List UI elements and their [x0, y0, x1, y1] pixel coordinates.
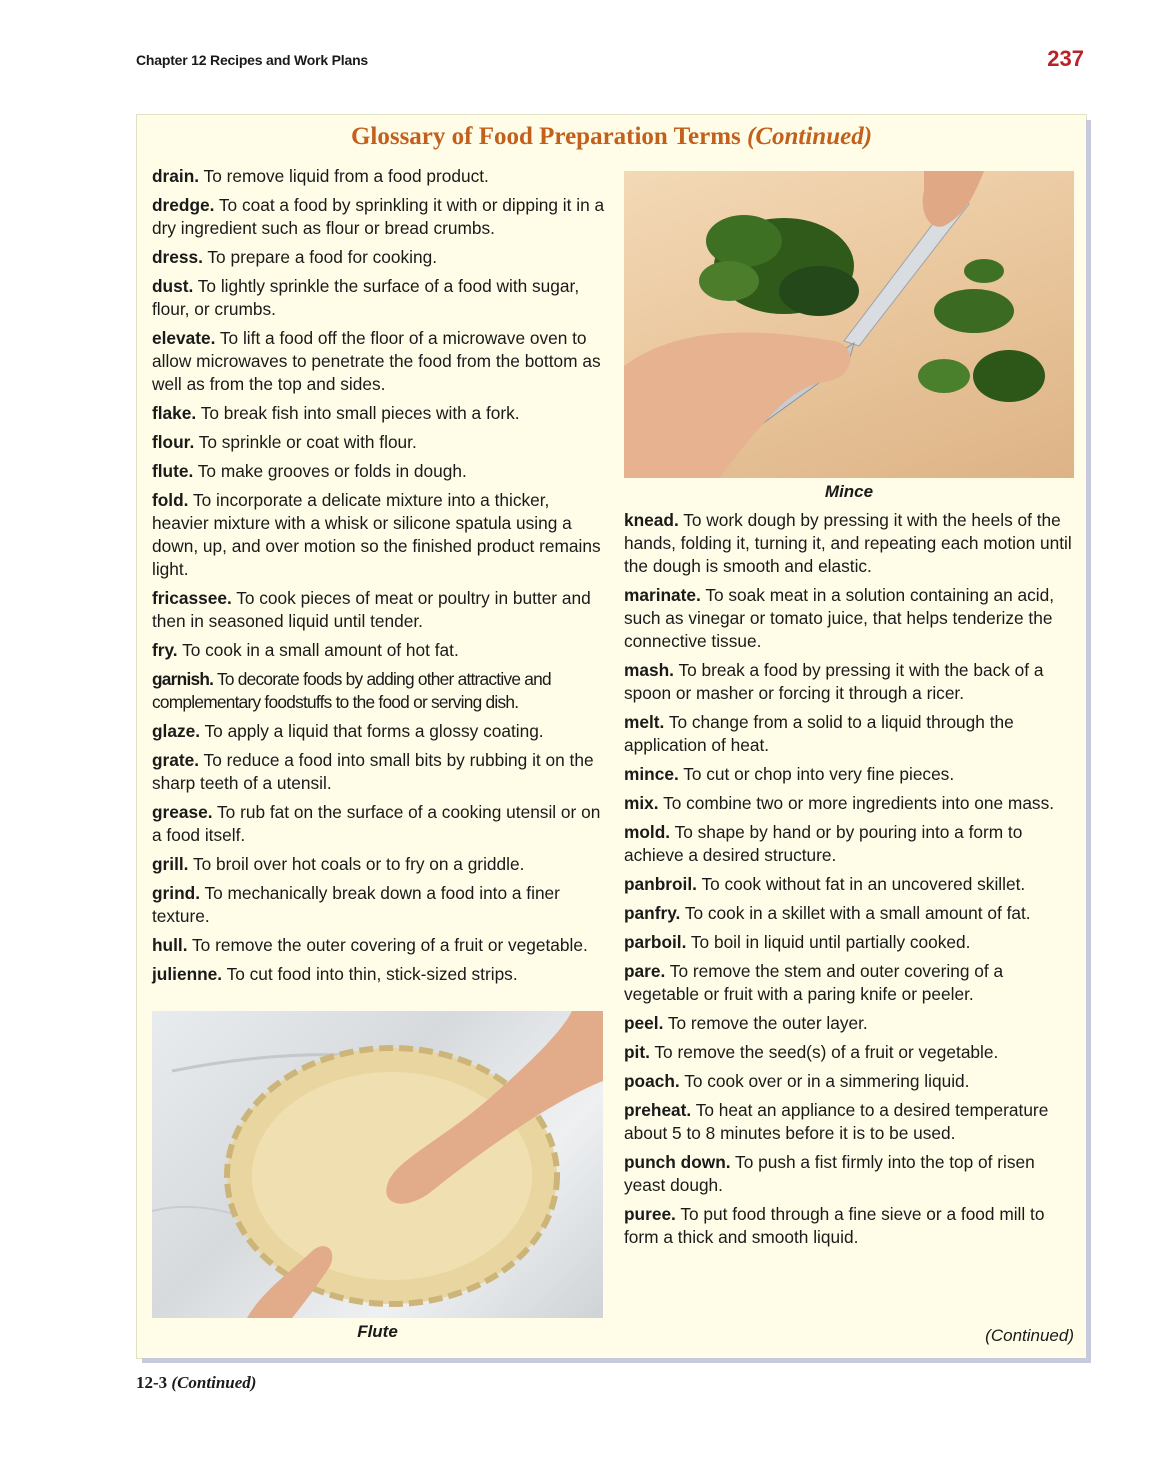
glossary-entry: [624, 873, 1079, 896]
glossary-column-left: [152, 165, 607, 992]
mince-caption: Mince: [824, 482, 874, 501]
glossary-definition: To remove liquid from a food product.: [199, 166, 489, 186]
glossary-term: preheat.: [624, 1100, 692, 1120]
figure-label: [136, 1373, 256, 1393]
glossary-entry: [624, 902, 1079, 925]
flute-caption: Flute: [357, 1322, 398, 1341]
glossary-term: fry.: [152, 640, 178, 660]
glossary-entry: [624, 1041, 1079, 1064]
glossary-definition: To change from a solid to a liquid through the application of heat.: [624, 712, 1014, 755]
continued-note: (Continued): [985, 1326, 1074, 1345]
glossary-term: peel.: [624, 1013, 664, 1033]
glossary-entry: [152, 963, 607, 986]
panel-title: [137, 123, 1086, 151]
glossary-entry: [152, 934, 607, 957]
glossary-definition: To lift a food off the floor of a microwave oven to allow microwaves to penetrate the food from the bottom as well as from the top and sides.: [152, 328, 601, 394]
glossary-term: parboil.: [624, 932, 687, 952]
glossary-entry: [624, 1070, 1079, 1093]
glossary-definition: To cook in a small amount of hot fat.: [177, 640, 459, 660]
glossary-entry: [624, 1203, 1079, 1249]
glossary-definition: To remove the outer covering of a fruit or vegetable.: [187, 935, 588, 955]
hand-left-fingers: [923, 171, 984, 227]
glossary-term: flake.: [152, 403, 197, 423]
glossary-term: dredge.: [152, 195, 215, 215]
glossary-term: knead.: [624, 510, 679, 530]
glossary-definition: To push a fist firmly into the top of risen yeast dough.: [624, 1152, 1035, 1195]
glossary-entry: [624, 821, 1079, 867]
glossary-definition: To decorate foods by adding other attractive and complementary foodstuffs to the food or serving dish.: [152, 669, 551, 712]
glossary-entry: [152, 668, 607, 714]
glossary-term: panfry.: [624, 903, 681, 923]
glossary-term: pit.: [624, 1042, 650, 1062]
glossary-definition: To reduce a food into small bits by rubbing it on the sharp teeth of a utensil.: [152, 750, 594, 793]
glossary-definition: To put food through a fine sieve or a food mill to form a thick and smooth liquid.: [624, 1204, 1045, 1247]
glossary-term: pare.: [624, 961, 666, 981]
glossary-definition: To work dough by pressing it with the heels of the hands, folding it, turning it, and repeating each motion until the dough is smooth and elastic.: [624, 510, 1072, 576]
glossary-term: dust.: [152, 276, 194, 296]
glossary-term: grease.: [152, 802, 213, 822]
glossary-column-right: [624, 509, 1079, 1255]
glossary-definition: To heat an appliance to a desired temperature about 5 to 8 minutes before it is to be used.: [624, 1100, 1049, 1143]
glossary-entry: [624, 763, 1079, 786]
glossary-term: mash.: [624, 660, 674, 680]
glossary-entry: [624, 792, 1079, 815]
panel-title-suffix: (Continued): [747, 123, 873, 150]
glossary-definition: To cut food into thin, stick-sized strips.: [222, 964, 518, 984]
glossary-entry: [152, 587, 607, 633]
glossary-entry: [152, 489, 607, 581]
glossary-definition: To remove the outer layer.: [663, 1013, 868, 1033]
glossary-entry: [624, 960, 1079, 1006]
glossary-term: melt.: [624, 712, 665, 732]
glossary-term: mince.: [624, 764, 679, 784]
glossary-entry: [624, 1151, 1079, 1197]
glossary-definition: To incorporate a delicate mixture into a thicker, heavier mixture with a whisk or silicone spatula using a down, up, and over motion so the finished product remains light.: [152, 490, 601, 579]
figure-number: 12-3: [136, 1373, 168, 1392]
glossary-entry: [152, 402, 607, 425]
glossary-entry: [152, 801, 607, 847]
glossary-term: poach.: [624, 1071, 680, 1091]
glossary-definition: To coat a food by sprinkling it with or dipping it in a dry ingredient such as flour or bread crumbs.: [152, 195, 605, 238]
glossary-entry: [152, 639, 607, 662]
glossary-entry: [624, 1012, 1079, 1035]
glossary-definition: To cook in a skillet with a small amount of fat.: [680, 903, 1031, 923]
glossary-term: puree.: [624, 1204, 676, 1224]
glossary-entry: [152, 882, 607, 928]
glossary-definition: To remove the seed(s) of a fruit or vegetable.: [649, 1042, 999, 1062]
glossary-definition: To break fish into small pieces with a fork.: [196, 403, 520, 423]
glossary-term: grill.: [152, 854, 189, 874]
glossary-term: punch down.: [624, 1152, 731, 1172]
flute-photo: [152, 1011, 603, 1318]
glossary-definition: To cook over or in a simmering liquid.: [679, 1071, 970, 1091]
glossary-definition: To sprinkle or coat with flour.: [194, 432, 417, 452]
glossary-entry: [152, 720, 607, 743]
glossary-entry: [152, 431, 607, 454]
glossary-definition: To break a food by pressing it with the back of a spoon or masher or forcing it through a ricer.: [624, 660, 1044, 703]
glossary-definition: To cook without fat in an uncovered skillet.: [696, 874, 1026, 894]
glossary-term: elevate.: [152, 328, 216, 348]
glossary-term: dress.: [152, 247, 203, 267]
glossary-entry: [152, 194, 607, 240]
minced-parsley: [918, 259, 1045, 402]
glossary-term: mold.: [624, 822, 671, 842]
glossary-entry: [152, 327, 607, 396]
glossary-term: glaze.: [152, 721, 201, 741]
glossary-term: fricassee.: [152, 588, 232, 608]
glossary-entry: [624, 1099, 1079, 1145]
glossary-term: flute.: [152, 461, 194, 481]
glossary-definition: To rub fat on the surface of a cooking utensil or on a food itself.: [152, 802, 601, 845]
glossary-term: drain.: [152, 166, 200, 186]
glossary-entry: [624, 931, 1079, 954]
glossary-entry: [152, 165, 607, 188]
glossary-term: grate.: [152, 750, 200, 770]
glossary-term: julienne.: [152, 964, 223, 984]
glossary-definition: To remove the stem and outer covering of a vegetable or fruit with a paring knife or peeler.: [624, 961, 1004, 1004]
parsley-pile: [699, 215, 859, 316]
glossary-term: panbroil.: [624, 874, 697, 894]
glossary-definition: To cut or chop into very fine pieces.: [678, 764, 955, 784]
page-number: 237: [1047, 46, 1084, 71]
glossary-definition: To shape by hand or by pouring into a form to achieve a desired structure.: [624, 822, 1023, 865]
chapter-header: Chapter 12 Recipes and Work Plans: [136, 52, 369, 68]
glossary-entry: [152, 246, 607, 269]
glossary-entry: [624, 509, 1079, 578]
glossary-definition: To prepare a food for cooking.: [202, 247, 438, 267]
glossary-entry: [152, 460, 607, 483]
glossary-definition: To make grooves or folds in dough.: [193, 461, 467, 481]
glossary-definition: To lightly sprinkle the surface of a food with sugar, flour, or crumbs.: [152, 276, 580, 319]
glossary-entry: [152, 275, 607, 321]
figure-suffix: (Continued): [171, 1373, 257, 1392]
glossary-entry: [624, 711, 1079, 757]
glossary-definition: To mechanically break down a food into a finer texture.: [152, 883, 560, 926]
flute-illustration: [152, 1011, 603, 1318]
glossary-definition: To broil over hot coals or to fry on a griddle.: [188, 854, 525, 874]
glossary-entry: [624, 584, 1079, 653]
glossary-definition: To combine two or more ingredients into one mass.: [658, 793, 1055, 813]
hand-right: [624, 332, 850, 478]
glossary-definition: To soak meat in a solution containing an acid, such as vinegar or tomato juice, that helps tenderize the connective tissue.: [624, 585, 1055, 651]
glossary-panel: [137, 115, 1086, 1358]
glossary-entry: [152, 749, 607, 795]
glossary-term: garnish.: [152, 669, 214, 689]
glossary-term: marinate.: [624, 585, 701, 605]
glossary-entry: [152, 853, 607, 876]
glossary-entry: [624, 659, 1079, 705]
mince-illustration: [624, 171, 1074, 478]
glossary-definition: To cook pieces of meat or poultry in butter and then in seasoned liquid until tender.: [152, 588, 591, 631]
glossary-term: grind.: [152, 883, 200, 903]
glossary-term: mix.: [624, 793, 659, 813]
glossary-definition: To apply a liquid that forms a glossy coating.: [200, 721, 544, 741]
glossary-definition: To boil in liquid until partially cooked.: [686, 932, 971, 952]
glossary-term: flour.: [152, 432, 195, 452]
panel-title-text: Glossary of Food Preparation Terms: [350, 123, 741, 150]
mince-photo: [624, 171, 1074, 478]
glossary-term: fold.: [152, 490, 189, 510]
glossary-term: hull.: [152, 935, 188, 955]
